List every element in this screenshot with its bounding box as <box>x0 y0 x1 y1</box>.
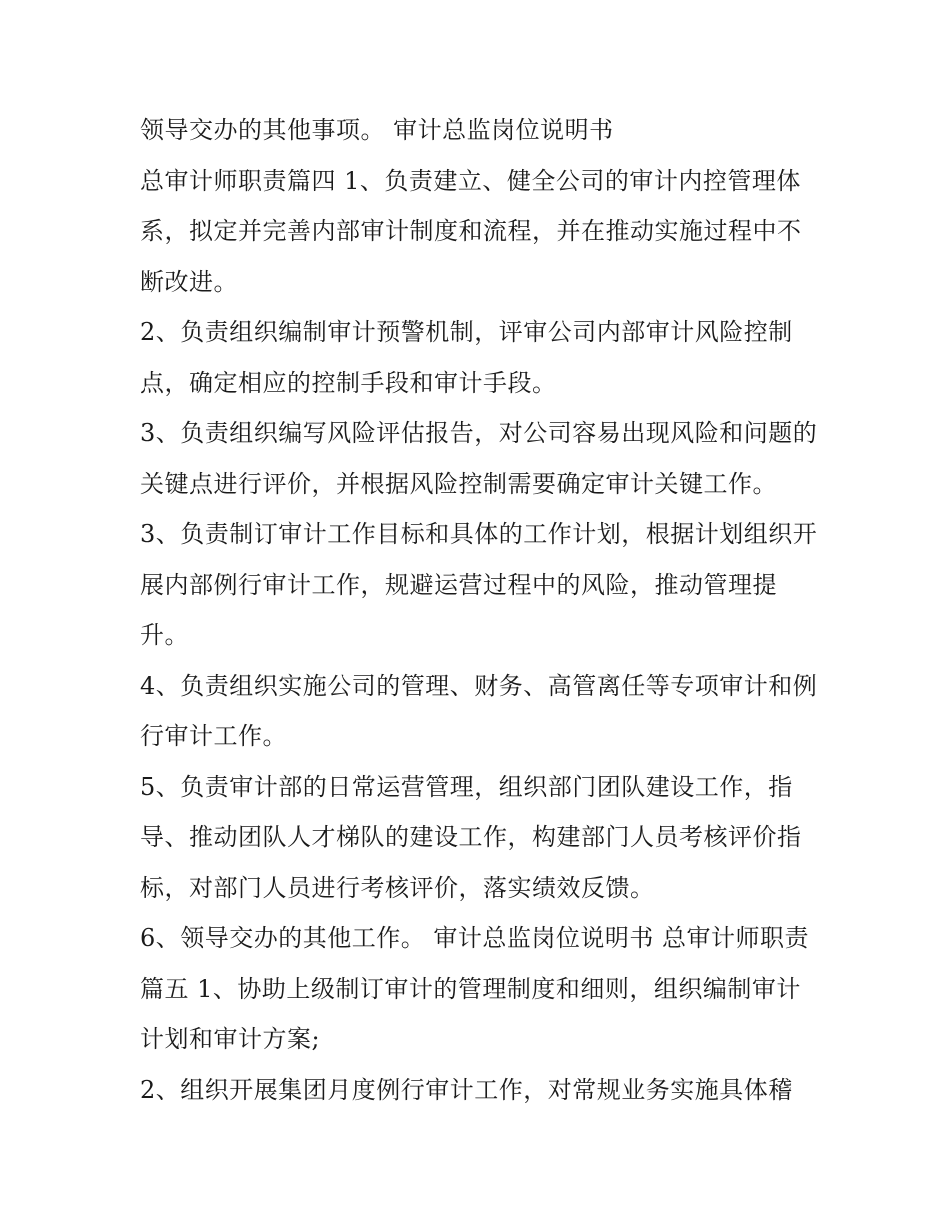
paragraph-9: 2、组织开展集团月度例行审计工作，对常规业务实施具体稽 <box>140 1075 793 1104</box>
paragraph-5: 3、负责制订审计工作目标和具体的工作计划，根据计划组织开展内部例行审计工作，规避运营过程中的风险，推动管理提升。 <box>140 520 818 649</box>
paragraph-1: 领导交办的其他事项。 审计总监岗位说明书 <box>140 116 614 144</box>
document-body <box>140 105 820 1115</box>
paragraph-8: 6、领导交办的其他工作。 审计总监岗位说明书 总审计师职责篇五 1、协助上级制订审计的管理制度和细则，组织编制审计计划和审计方案; <box>140 924 810 1053</box>
paragraph-4: 3、负责组织编写风险评估报告，对公司容易出现风险和问题的关键点进行评价，并根据风险控制需要确定审计关键工作。 <box>140 419 818 498</box>
paragraph-7: 5、负责审计部的日常运营管理，组织部门团队建设工作，指导、推动团队人才梯队的建设工作，构建部门人员考核评价指标，对部门人员进行考核评价，落实绩效反馈。 <box>140 772 802 902</box>
paragraph-3: 2、负责组织编制审计预警机制，评审公司内部审计风险控制点，确定相应的控制手段和审计手段。 <box>140 318 793 397</box>
paragraph-2: 总审计师职责篇四 1、负责建立、健全公司的审计内控管理体系，拟定并完善内部审计制度和流程，并在推动实施过程中不断改进。 <box>140 166 802 296</box>
paragraph-6: 4、负责组织实施公司的管理、财务、高管离任等专项审计和例行审计工作。 <box>140 671 818 750</box>
